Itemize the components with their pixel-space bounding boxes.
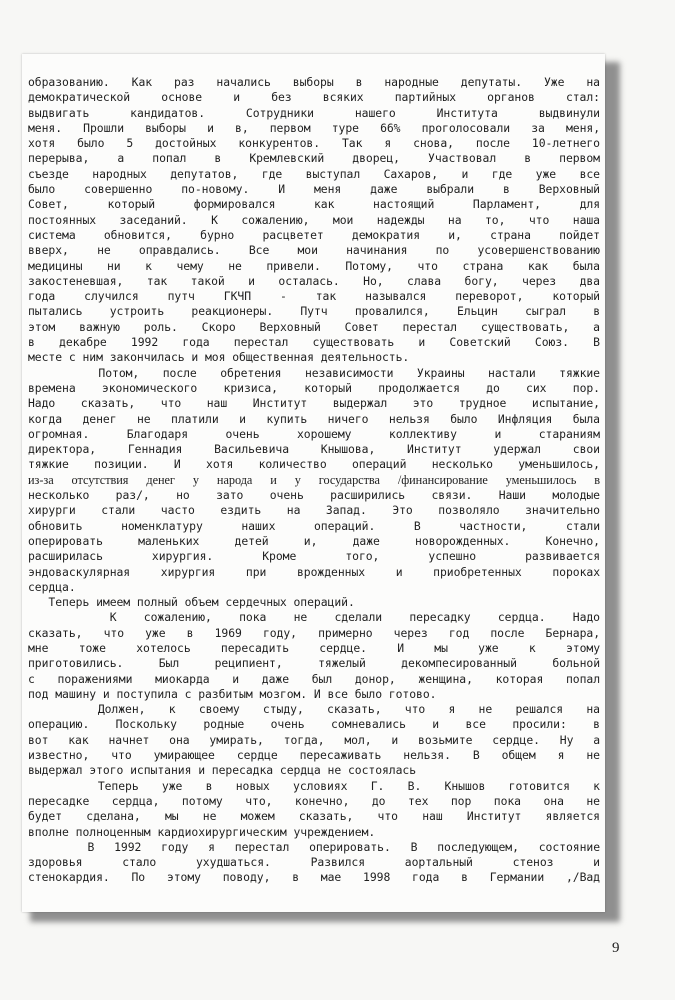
text-line: сказать, что уже в 1969 году, примерно через год после Бернара,	[28, 625, 600, 640]
text-line: Теперь уже в новых условиях Г. В. Кнышов готовится к	[28, 778, 600, 793]
text-line: хирурги стали часто ездить на Запад. Это позволяло значительно	[28, 503, 600, 518]
text-line: под машину и поступила с разбитым мозгом. И все было готово.	[28, 686, 437, 701]
text-line: здоровья стало ухудшаться. Развился аортальный стеноз и	[28, 855, 600, 870]
text-line: съезде народных депутатов, где выступал Сахаров, и где уже все	[28, 166, 600, 181]
text-line: будет сделана, мы не можем сказать, что наш Институт является	[28, 809, 600, 824]
text-line: в декабре 1992 года перестал существовать и Советский Союз. В	[28, 335, 600, 350]
text-line: Должен, к своему стыду, сказать, что я не решался на	[28, 702, 600, 717]
text-line: этом важную роль. Скоро Верховный Совет перестал существовать, а	[28, 319, 600, 334]
text-line: выдержал этого испытания и пересадка сердца не состоялась	[28, 763, 417, 778]
text-line: месте с ним закончилась и моя общественная деятельность.	[28, 350, 410, 365]
text-line: пересадке сердца, потому что, конечно, до тех пор пока она не	[28, 793, 600, 808]
body-text	[28, 75, 600, 886]
text-line: сердца.	[28, 579, 76, 594]
text-line: демократической основе и без всяких партийных органов стал:	[28, 90, 600, 105]
text-line: вот как начнет она умирать, тогда, мол, и возьмите сердце. Ну а	[28, 732, 600, 747]
text-line: года случился путч ГКЧП - так назывался переворот, который	[28, 289, 600, 304]
text-line: медицины ни к чему не привели. Потому, что страна как была	[28, 258, 600, 273]
text-line: система обновится, бурно расцветет демократия и, страна пойдет	[28, 227, 600, 242]
text-line: постоянных заседаний. К сожалению, мои надежды на то, что наша	[28, 212, 600, 227]
text-line: времена экономического кризиса, который продолжается до сих пор.	[28, 380, 600, 395]
text-line: когда денег не платили и купить ничего нельзя было Инфляция была	[28, 411, 600, 426]
text-line: операцию. Поскольку родные очень сомневались и все просили: в	[28, 717, 600, 732]
text-line: Потом, после обретения независимости Украины настали тяжкие	[28, 365, 600, 380]
text-line: пытались устроить реакционеры. Путч провалился, Ельцин сыграл в	[28, 304, 600, 319]
text-line: приготовились. Был реципиент, тяжелый декомпесированный больной	[28, 656, 600, 671]
text-line: В 1992 году я перестал оперировать. В последующем, состояние	[28, 839, 600, 854]
text-line: тяжкие позиции. И хотя количество операций несколько уменьшилось,	[28, 457, 600, 472]
text-line: директора, Геннадия Васильевича Кнышова, Институт удержал свои	[28, 442, 600, 457]
text-line: вверх, не оправдались. Все мои начинания по усовершенствованию	[28, 243, 600, 258]
text-line: К сожалению, пока не сделали пересадку сердца. Надо	[28, 610, 600, 625]
text-line: было совершенно по-новому. И меня даже выбрали в Верховный	[28, 182, 600, 197]
text-line: Надо сказать, что наш Институт выдержал это трудное испытание,	[28, 396, 600, 411]
text-line: с поражениями миокарда и даже был донор, женщина, которая попал	[28, 671, 600, 686]
text-line: мне тоже хотелось пересадить сердце. И мы уже к этому	[28, 640, 600, 655]
text-line: известно, что умирающее сердце пересаживать нельзя. В общем я не	[28, 748, 600, 763]
text-line: из-за отсутствия денег у народа и у государства /финансирование уменьшилось в	[28, 472, 600, 487]
text-line: Совет, который формировался как настоящий Парламент, для	[28, 197, 600, 212]
text-line: огромная. Благодаря очень хорошему коллективу и стараниям	[28, 426, 600, 441]
text-line: стенокардия. По этому поводу, в мае 1998 года в Германии ,/Вад	[28, 870, 600, 885]
text-line: оперировать маленьких детей и, даже новорожденных. Конечно,	[28, 533, 600, 548]
text-line: меня. Прошли выборы и в, первом туре 66% проголосовали за меня,	[28, 120, 600, 135]
text-line: несколько раз/, но зато очень расширились связи. Наши молодые	[28, 488, 600, 503]
text-line: вполне полноценным кардиохирургическим учреждением.	[28, 824, 376, 839]
text-line: обновить номенклатуру наших операций. В частности, стали	[28, 518, 600, 533]
page-number: 9	[612, 940, 620, 956]
text-line: хотя было 5 достойных конкурентов. Так я снова, после 10-летнего	[28, 136, 600, 151]
text-line: перерыва, а попал в Кремлевский дворец, Участвовал в первом	[28, 151, 600, 166]
text-line: образованию. Как раз начались выборы в народные депутаты. Уже на	[28, 75, 600, 89]
text-line: закостеневшая, так такой и осталась. Но, слава богу, через два	[28, 273, 600, 288]
text-line: выдвигать кандидатов. Сотрудники нашего Института выдвинули	[28, 105, 600, 120]
text-line: Теперь имеем полный объем сердечных операций.	[28, 595, 355, 610]
text-line: эндоваскулярная хирургия при врожденных и приобретенных пороках	[28, 564, 600, 579]
document-page	[22, 54, 605, 912]
text-line: расширилась хирургия. Кроме того, успешно развивается	[28, 549, 600, 564]
